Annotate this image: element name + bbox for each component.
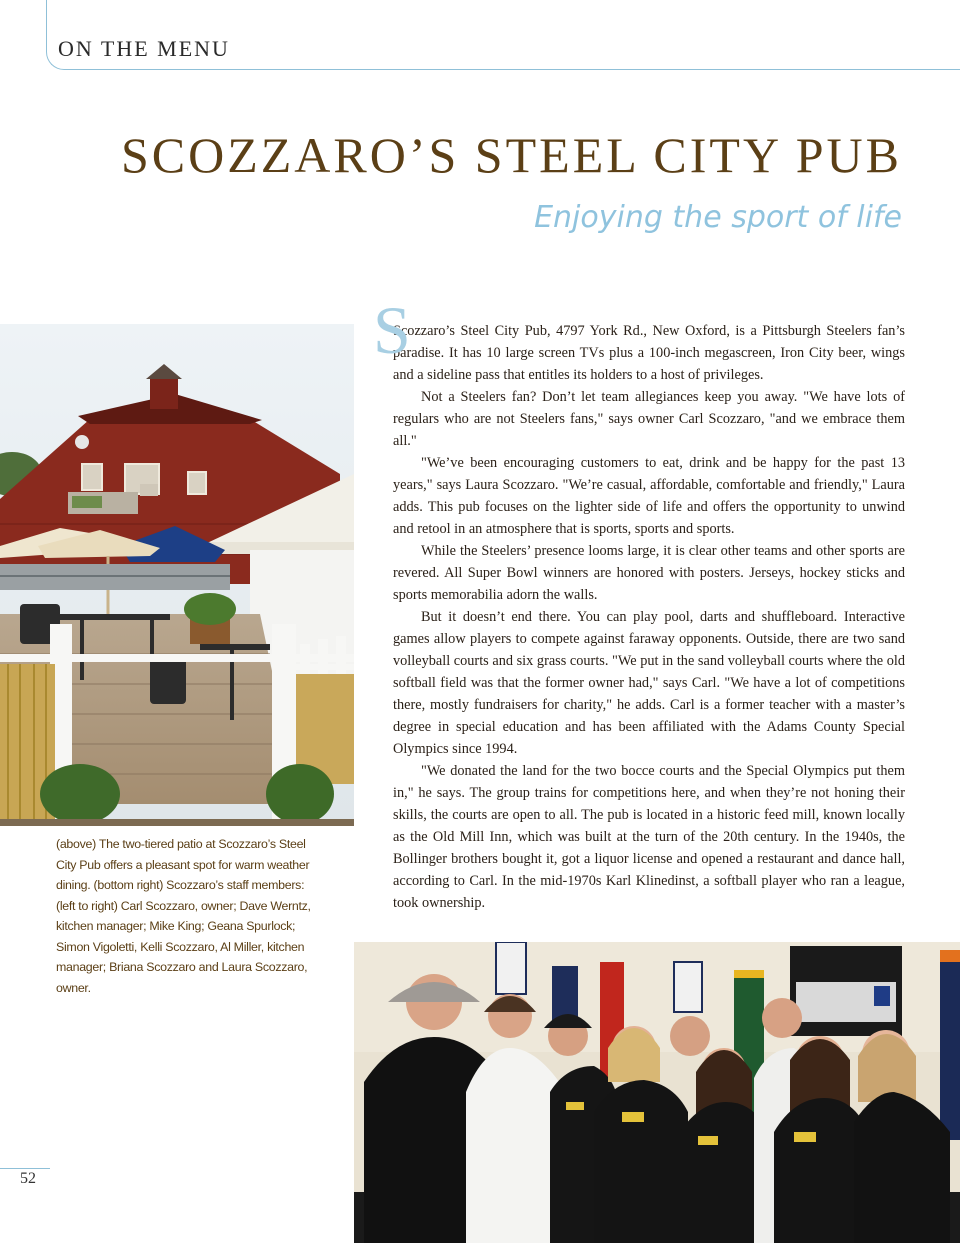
article-paragraph: "We donated the land for the two bocce courts and the Special Olympics put them in," he says. The group trains for competitions here, and when they’re not honing their skills, the courts are open to all. The pub is located in a historic feed mill, known locally as the Old Mill Inn, which was built at the turn of the 20th century. In the 1940s, the Bollinger brothers bought it, got a liquor license and opened a restaurant and dance hall, according to Carl. In the mid-1970s Karl Klinedinst, a softball player who ran a league, took ownership. xyxy=(393,763,905,911)
photo-caption: (above) The two-tiered patio at Scozzaro’s Steel City Pub offers a pleasant spot for warm weather dining. (bottom right) Scozzaro’s staff members: (left to right) Carl Scozzaro, owner; Dave Werntz, kitchen manager; Mike King; Geana Spurlock; Simon Vigoletti, Kelli Scozzaro, Al Miller, kitchen manager; Briana Scozzaro and Laura Scozzaro, owner. xyxy=(56,837,311,995)
page-number: 52 xyxy=(20,1170,36,1187)
article-paragraph: Not a Steelers fan? Don’t let team allegiances keep you away. "We have lots of regulars who are not Steelers fans," says owner Carl Scozzaro, "and we embrace them all." xyxy=(393,389,905,449)
article-subhead: Enjoying the sport of life xyxy=(534,200,902,235)
article-paragraph: "We’ve been encouraging customers to eat, drink and be happy for the past 13 years," says Laura Scozzaro. "We’re casual, affordable, comfortable and friendly," Laura adds. This pub focuses on the lighter side of life and offers the opportunity to unwind and retool in an atmosphere that is sports, sports and sports. xyxy=(393,455,905,537)
patio-photo xyxy=(0,324,354,826)
article-paragraph: Scozzaro’s Steel City Pub, 4797 York Rd., New Oxford, is a Pittsburgh Steelers fan’s paradise. It has 10 large screen TVs plus a 100-inch megascreen, Iron City beer, wings and a sideline pass that entitles its holders to a host of privileges. xyxy=(393,323,905,383)
drop-cap: S xyxy=(373,292,411,368)
article-paragraph: While the Steelers’ presence looms large, it is clear other teams and other sports are revered. All Super Bowl winners are honored with posters. Jerseys, hockey sticks and sports memorabilia adorn the walls. xyxy=(393,543,905,603)
folio-rule xyxy=(0,1168,50,1169)
article-body xyxy=(373,292,905,914)
article-headline: SCOZZARO’S STEEL CITY PUB xyxy=(120,127,902,183)
article-paragraph: But it doesn’t end there. You can play pool, darts and shuffleboard. Interactive games allow players to compete against faraway opponents. Outside, there are two sand volleyball courts and six grass courts. "We put in the sand volleyball courts where the old softball field was that the former owner had," says Carl. "We have a lot of competitions there, mostly fundraisers for charity," he adds. Carl is a former teacher with a master’s degree in special education and has been affiliated with the Adams County Special Olympics since 1994. xyxy=(393,609,905,757)
staff-photo xyxy=(354,942,960,1243)
section-label: ON THE MENU xyxy=(58,36,230,61)
